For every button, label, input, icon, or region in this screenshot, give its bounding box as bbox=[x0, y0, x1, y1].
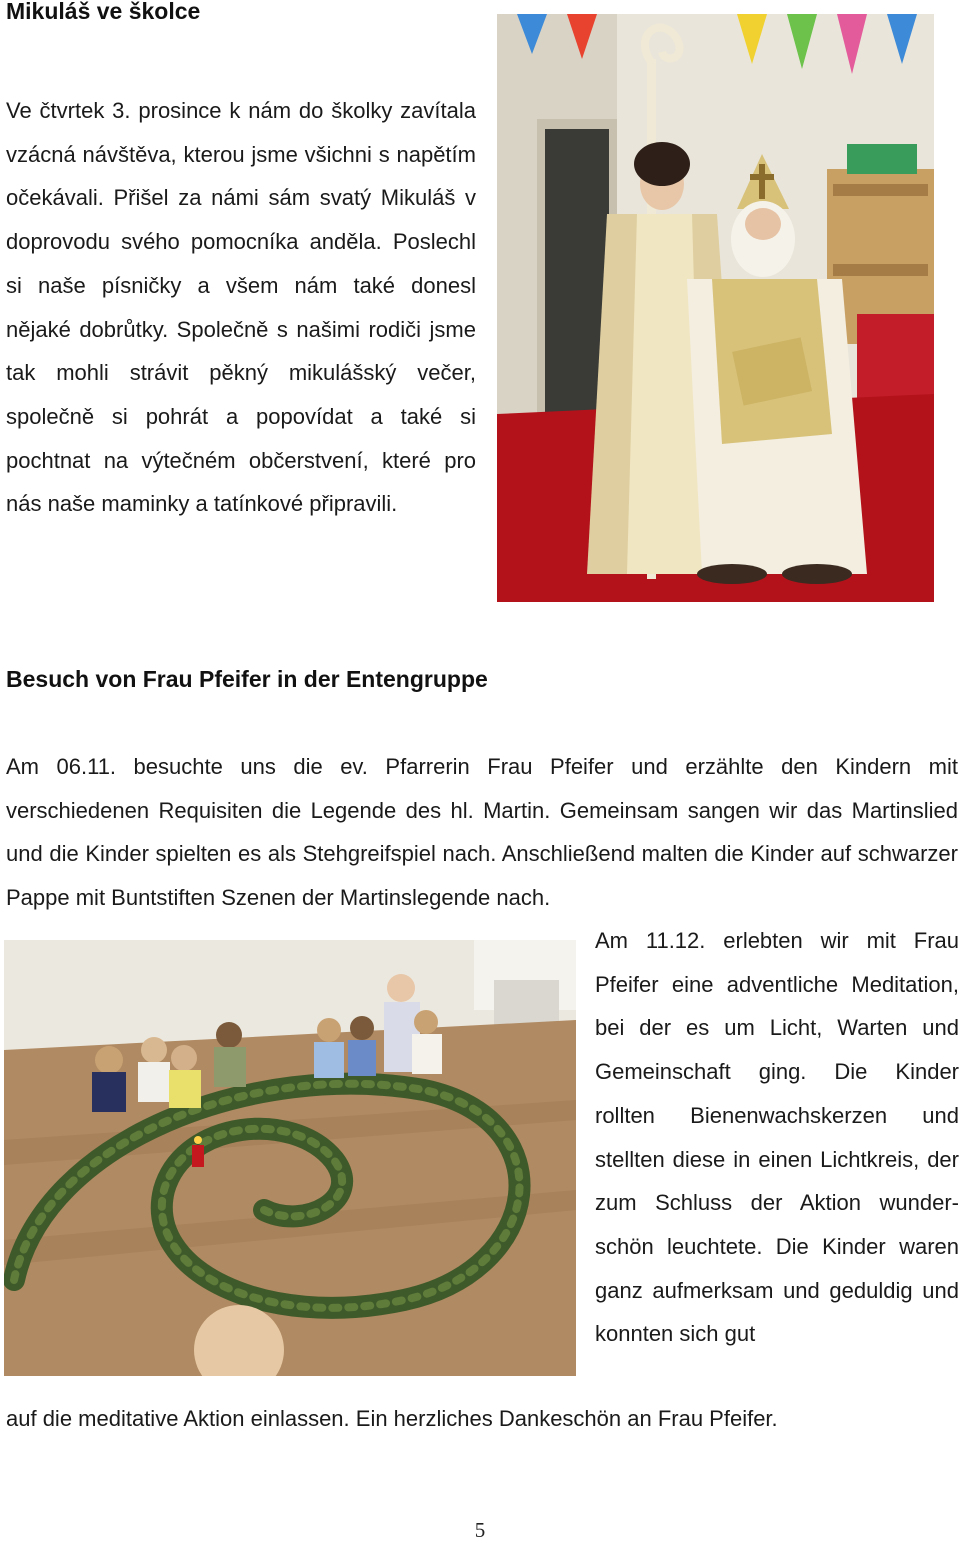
photo-saint-nicholas-visit bbox=[497, 14, 934, 602]
page-title-mikulas: Mikuláš ve školce bbox=[6, 0, 201, 24]
paragraph-besuch-end: auf die meditative Aktion einlassen. Ein herzliches Dankeschön an Frau Pfeifer. bbox=[6, 1406, 778, 1431]
paragraph-besuch-side: Am 11.12. erlebten wir mit Frau Pfeifer eine adventliche Meditation, bei der es um Licht, Warten und Gemeinschaft ging. Die Kinder rollten Bienenwachskerzen und stellten diese in einen Lichtkreis, der zum Schluss der Aktion wunderschön leuchtete. Die Kinder waren ganz aufmerksam und geduldig und konnten sich gut bbox=[595, 928, 959, 1347]
paragraph-besuch-intro: Am 06.11. besuchte uns die ev. Pfarrerin Frau Pfeifer und erzählte den Kindern mit verschiedenen Requisiten die Legende des hl. Martin. Gemeinsam sangen wir das Martinslied und die Kinder spielten es als Stehgreifspiel nach. Anschließend malten die Kinder auf schwarzer Pappe mit Buntstiften Szenen der Martinslegende nach. bbox=[6, 754, 958, 911]
section-title-besuch: Besuch von Frau Pfeifer in der Entengruppe bbox=[6, 666, 488, 692]
page-number: 5 bbox=[474, 1518, 486, 1542]
photo-advent-meditation bbox=[4, 940, 576, 1376]
paragraph-mikulas: Ve čtvrtek 3. prosince k nám do školky zavítala vzácná návštěva, kterou jsme všichni s napětím očekávali. Přišel za námi sám svatý Mikuláš v doprovodu svého pomocníka anděla. Poslechl si naše písničky a všem nám také donesl nějaké dobrůtky. Společně s našimi rodiči jsme tak mohli strávit pěkný mikulášský večer, společně si pohrát a popovídat a také si pochtnat na výtečném občerstvení, které pro nás naše maminky a tatínkové připravili. bbox=[6, 98, 476, 517]
